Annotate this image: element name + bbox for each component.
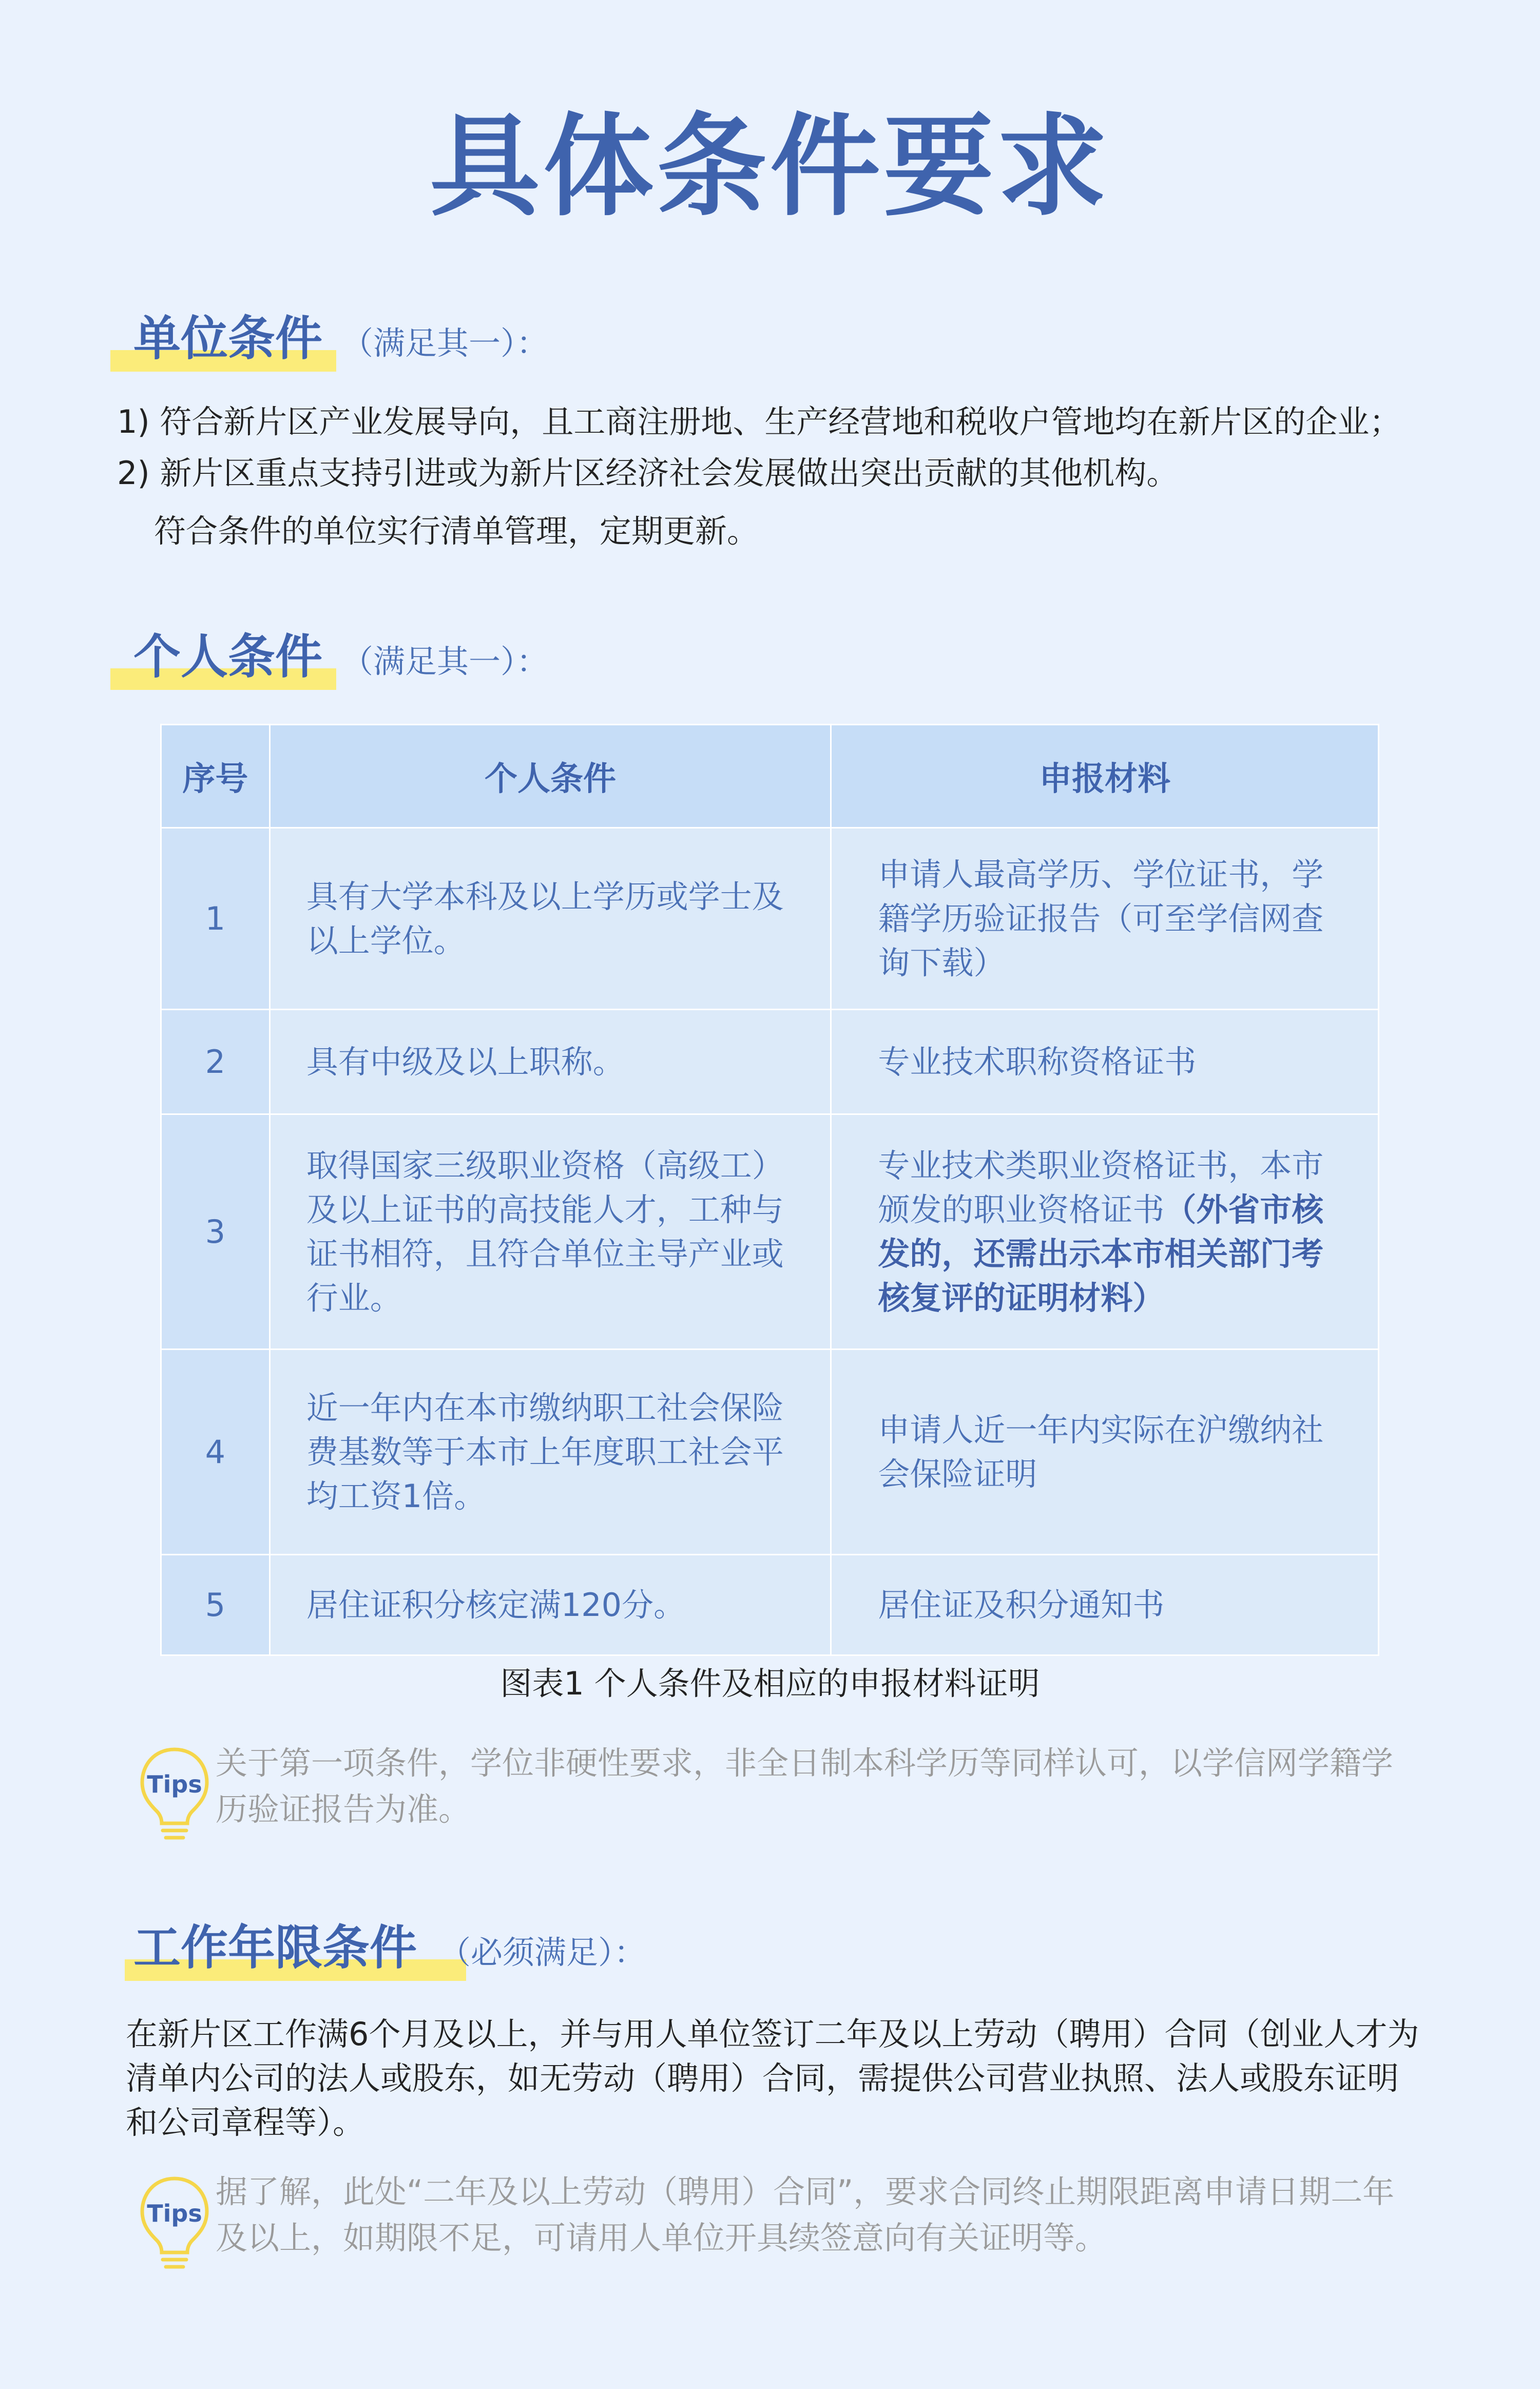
row-condition: 取得国家三级职业资格（高级工）及以上证书的高技能人才，工种与证书相符，且符合单位主导产业或行业。 <box>270 1114 831 1350</box>
table-row <box>161 1114 1379 1350</box>
unit-line-3: 符合条件的单位实行清单管理，定期更新。 <box>154 512 759 550</box>
row-index: 1 <box>161 828 270 1010</box>
row-condition: 具有中级及以上职称。 <box>270 1010 831 1114</box>
section-title: 个人条件 <box>133 629 323 684</box>
row-materials <box>831 1350 1379 1555</box>
row-condition: 近一年内在本市缴纳职工社会保险费基数等于本市上年度职工社会平均工资1倍。 <box>270 1350 831 1555</box>
row-index: 3 <box>161 1114 270 1350</box>
section-unit-heading <box>110 308 624 375</box>
work-text: 在新片区工作满6个月及以上，并与用人单位签订二年及以上劳动（聘用）合同（创业人才为清单内公司的法人或股东，如无劳动（聘用）合同，需提供公司营业执照、法人或股东证明和公司章程等）。 <box>126 2015 1419 2141</box>
section-personal-heading <box>110 626 624 693</box>
row-materials <box>831 1555 1379 1655</box>
materials-text: 专业技术职称资格证书 <box>878 1043 1197 1081</box>
materials-text: 居住证及积分通知书 <box>878 1586 1165 1624</box>
table-header-row <box>161 725 1379 828</box>
unit-line-2: 2) 新片区重点支持引进或为新片区经济社会发展做出突出贡献的其他机构。 <box>117 454 1179 492</box>
header-index: 序号 <box>161 725 270 828</box>
materials-bold-text: （外省市核发的，还需出示本市相关部门考核复评的证明材料） <box>878 1190 1324 1317</box>
row-index: 2 <box>161 1010 270 1114</box>
header-condition: 个人条件 <box>270 725 831 828</box>
row-index: 5 <box>161 1555 270 1655</box>
table-row <box>161 1010 1379 1114</box>
materials-text: 申请人近一年内实际在沪缴纳社会保险证明 <box>878 1411 1324 1493</box>
lightbulb-icon <box>136 2174 213 2272</box>
table-row <box>161 828 1379 1010</box>
materials-text: 专业技术类职业资格证书，本市颁发的职业资格证书 <box>878 1146 1324 1228</box>
header-materials: 申报材料 <box>831 725 1379 828</box>
row-index: 4 <box>161 1350 270 1555</box>
table-row <box>161 1350 1379 1555</box>
section-work-heading <box>110 1917 778 1984</box>
tips-label: Tips <box>147 2200 202 2227</box>
section-note: （满足其一）： <box>341 643 549 680</box>
section-title: 工作年限条件 <box>133 1920 417 1975</box>
conditions-table <box>160 724 1379 1656</box>
table-caption: 图表1 个人条件及相应的申报材料证明 <box>500 1665 1040 1702</box>
tips-label: Tips <box>147 1770 202 1798</box>
section-note: （满足其一）： <box>341 324 549 362</box>
tips-text: 据了解，此处“二年及以上劳动（聘用）合同”，要求合同终止期限距离申请日期二年及以上，如期限不足，可请用人单位开具续签意向有关证明等。 <box>216 2173 1395 2257</box>
unit-line-1: 1) 符合新片区产业发展导向，且工商注册地、生产经营地和税收户管地均在新片区的企业； <box>117 403 1401 440</box>
lightbulb-icon <box>136 1745 213 1843</box>
section-title: 单位条件 <box>133 311 323 366</box>
row-condition: 具有大学本科及以上学历或学士及以上学位。 <box>270 828 831 1010</box>
page-title: 具体条件要求 <box>430 102 1110 231</box>
row-materials <box>831 828 1379 1010</box>
materials-text: 申请人最高学历、学位证书，学籍学历验证报告（可至学信网查询下载） <box>878 855 1324 981</box>
row-materials <box>831 1010 1379 1114</box>
tips-text: 关于第一项条件，学位非硬性要求，非全日制本科学历等同样认可，以学信网学籍学历验证报告为准。 <box>216 1744 1394 1828</box>
section-note: （必须满足）： <box>439 1934 646 1971</box>
table-row <box>161 1555 1379 1655</box>
row-materials <box>831 1114 1379 1350</box>
row-condition: 居住证积分核定满120分。 <box>270 1555 831 1655</box>
